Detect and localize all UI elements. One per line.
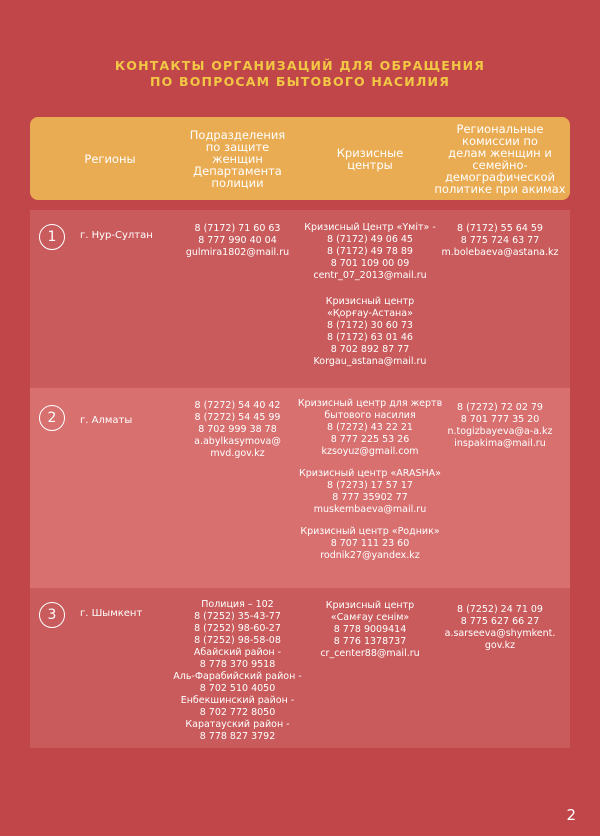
text-line: mvd.gov.kz	[210, 448, 265, 459]
text-line: 8 (7172) 71 60 63	[194, 223, 281, 234]
text-line: демографической	[444, 169, 556, 184]
page-title	[0, 58, 600, 90]
text-line: rodnik27@yandex.kz	[320, 550, 420, 561]
text-line: Korgau_astana@mail.ru	[313, 356, 427, 367]
text-line: 8 (7272) 54 45 99	[194, 412, 281, 423]
text-line: Кризисный центр	[325, 296, 415, 307]
text-line: Кризисный центр «Родник»	[300, 526, 440, 537]
text-line: 8 (7172) 63 01 46	[327, 332, 413, 343]
table-row	[30, 588, 570, 748]
text-line: комиссии по	[462, 133, 538, 148]
text-line: 8 775 627 66 27	[460, 616, 540, 627]
text-line: kzsoyuz@gmail.com	[321, 446, 419, 457]
text-line: centr_07_2013@mail.ru	[313, 270, 427, 281]
text-line: gulmira1802@mail.ru	[185, 247, 290, 258]
text-line: 8 778 827 3792	[199, 731, 276, 742]
text-line: политике при акимах	[434, 181, 566, 196]
text-line: Подразделения	[189, 127, 286, 142]
text-line: 8 702 892 87 77	[330, 344, 410, 355]
text-line: 8 (7272) 72 02 79	[457, 402, 543, 413]
region-name: г. Шымкент	[80, 608, 143, 619]
text-line: Кризисные	[336, 145, 404, 160]
text-line: 8 777 990 40 04	[198, 235, 277, 246]
title-line-2: ПО ВОПРОСАМ БЫТОВОГО НАСИЛИЯ	[149, 74, 451, 89]
text-line: Кризисный центр	[325, 600, 415, 611]
text-line: 8 (7172) 49 78 89	[327, 246, 413, 257]
text-line: gov.kz	[484, 640, 516, 651]
text-line: 8 777 225 53 26	[330, 434, 410, 445]
text-line: m.bolebaeva@astana.kz	[441, 247, 559, 258]
text-line: 8 702 999 38 78	[198, 424, 277, 435]
text-line: 8 (7272) 43 22 21	[327, 422, 413, 433]
text-line: 8 (7252) 24 71 09	[457, 604, 543, 615]
text-line: 8 (7172) 49 06 45	[327, 234, 413, 245]
commission-contacts	[430, 223, 570, 259]
text-line: Полиция – 102	[201, 599, 274, 610]
text-line: женщин	[212, 151, 263, 166]
table-row	[30, 388, 570, 588]
page-number: 2	[566, 806, 576, 824]
text-line: Департамента	[193, 163, 282, 178]
text-line: 8 (7252) 98-60-27	[194, 623, 281, 634]
region-name: г. Нур-Султан	[80, 230, 153, 241]
text-line: a.abylkasymova@	[194, 436, 281, 447]
text-line: muskembaeva@mail.ru	[313, 504, 427, 515]
text-line: 8 (7172) 55 64 59	[457, 223, 543, 234]
commission-contacts	[430, 402, 570, 450]
text-line: «Самғау сенім»	[330, 612, 410, 623]
text-line: 8 702 510 4050	[199, 683, 276, 694]
text-line: 8 775 724 63 77	[460, 235, 540, 246]
text-line: 8 778 370 9518	[199, 659, 276, 670]
text-line: 8 701 777 35 20	[460, 414, 540, 425]
text-line: 8 778 9009414	[333, 624, 407, 635]
text-line: Каратауский район -	[185, 719, 290, 730]
text-line: Аль-Фарабийский район -	[173, 671, 302, 682]
row-number-badge: 1	[39, 224, 65, 250]
text-line: бытового насилия	[324, 410, 416, 421]
header-commissions	[430, 117, 570, 200]
row-number-badge: 2	[39, 405, 65, 431]
text-line: 8 (7252) 98-58-08	[194, 635, 281, 646]
text-line: по защите	[205, 139, 270, 154]
text-line: «Қорғау-Астана»	[327, 308, 413, 319]
row-number-badge: 3	[39, 602, 65, 628]
text-line: 8 707 111 23 60	[330, 538, 410, 549]
header-crisis	[290, 117, 450, 200]
text-line: Енбекшинский район -	[180, 695, 295, 706]
text-line: 8 777 35902 77	[332, 492, 408, 503]
text-line: Абайский район -	[193, 647, 282, 658]
text-line: 8 (7272) 54 40 42	[194, 400, 281, 411]
text-line: cr_center88@mail.ru	[320, 648, 420, 659]
text-line: 8 701 109 00 09	[330, 258, 410, 269]
text-line: inspakima@mail.ru	[454, 438, 546, 449]
text-line: делам женщин и	[448, 145, 552, 160]
text-line: центры	[347, 157, 393, 172]
table-header	[30, 117, 570, 200]
text-line: 8 (7252) 35-43-77	[194, 611, 281, 622]
text-line: Кризисный центр «ARASHA»	[299, 468, 441, 479]
text-line: 8 (7172) 30 60 73	[327, 320, 413, 331]
table-row	[30, 210, 570, 388]
text-line: 8 702 772 8050	[199, 707, 276, 718]
text-line: Кризисный Центр «Үміт» -	[304, 222, 436, 233]
region-name: г. Алматы	[80, 415, 133, 426]
text-line: a.sarseeva@shymkent.	[444, 628, 556, 639]
text-line: семейно-	[472, 157, 528, 172]
title-line-1: КОНТАКТЫ ОРГАНИЗАЦИЙ ДЛЯ ОБРАЩЕНИЯ	[114, 58, 486, 73]
header-regions: Регионы	[84, 151, 136, 166]
commission-contacts	[430, 604, 570, 652]
text-line: Кризисный центр для жертв	[297, 398, 443, 409]
text-line: полиции	[211, 175, 264, 190]
text-line: n.togizbayeva@a-a.kz	[447, 426, 553, 437]
text-line: Региональные	[456, 121, 544, 136]
text-line: 8 (7273) 17 57 17	[327, 480, 413, 491]
text-line: 8 776 1378737	[333, 636, 407, 647]
